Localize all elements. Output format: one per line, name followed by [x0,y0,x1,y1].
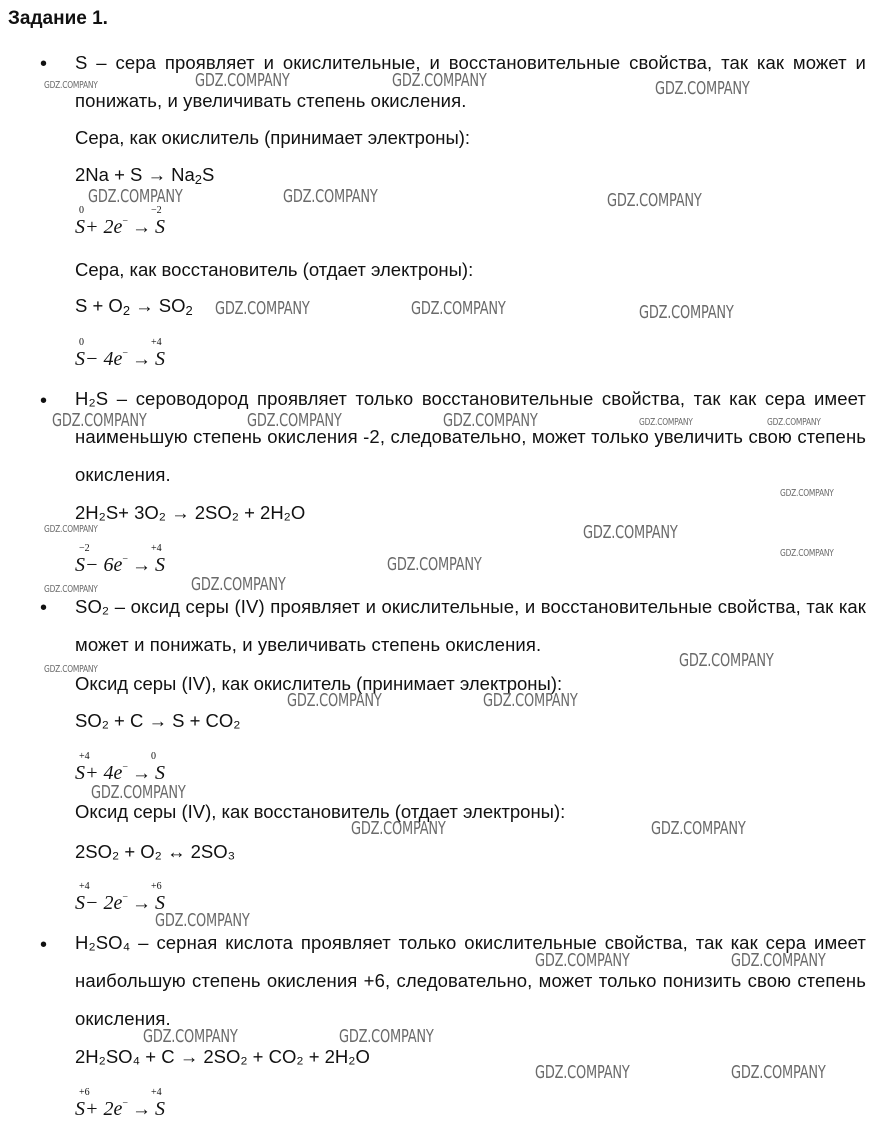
watermark: GDZ.COMPANY [780,488,834,499]
watermark: GDZ.COMPANY [44,664,98,675]
watermark: GDZ.COMPANY [215,298,310,319]
section-2-equation: 2H₂S+ 3O₂ → 2SO₂ + 2H₂O [75,502,306,523]
section-4-text: H₂SO₄ – серная кислота проявляет только окислительные свойства, так как сера имеет наибольшую степень окисления +6, следовательно, может только понизить свою степень окисления. [75,932,866,1029]
section-3-text: SO₂ – оксид серы (IV) проявляет и окислительные, и восстановительные свойства, так как может и понижать, и увеличивать степень окисления. [75,596,866,655]
watermark: GDZ.COMPANY [191,574,286,595]
section-1-oxidizer-scheme: 0 S+ 2e− → −2 S [75,205,166,238]
watermark: GDZ.COMPANY [731,1062,826,1083]
watermark: GDZ.COMPANY [780,548,834,559]
watermark: GDZ.COMPANY [88,186,183,207]
section-3-reducer-label: Оксид серы (IV), как восстановитель (отдает электроны): [75,801,566,822]
section-4-equation: 2H₂SO₄ + C → 2SO₂ + CO₂ + 2H₂O [75,1046,370,1067]
watermark: GDZ.COMPANY [483,690,578,711]
section-2-scheme: −2 S− 6e− → +4 S [75,543,166,576]
watermark: GDZ.COMPANY [283,186,378,207]
watermark: GDZ.COMPANY [679,650,774,671]
section-1-text: S – сера проявляет и окислительные, и восстановительные свойства, так как может и понижать, и увеличивать степень окисления. [75,52,866,111]
watermark: GDZ.COMPANY [44,80,98,91]
section-2-text: H₂S – сероводород проявляет только восстановительные свойства, так как сера имеет наименьшую степень окисления -2, следовательно, может только увеличить свою степень окисления. [75,388,866,485]
section-1-reducer-scheme: 0 S− 4e− → +4 S [75,337,166,370]
section-3-oxidizer-label: Оксид серы (IV), как окислитель (принимает электроны): [75,673,563,694]
bullet-4: • [40,934,48,956]
watermark: GDZ.COMPANY [607,190,702,211]
watermark: GDZ.COMPANY [287,690,382,711]
watermark: GDZ.COMPANY [411,298,506,319]
watermark: GDZ.COMPANY [535,1062,630,1083]
watermark: GDZ.COMPANY [392,70,487,91]
watermark: GDZ.COMPANY [52,410,147,431]
watermark: GDZ.COMPANY [143,1026,238,1047]
section-3-oxidizer-equation: SO₂ + C → S + CO₂ [75,710,241,731]
section-1-reducer-label: Сера, как восстановитель (отдает электроны): [75,259,474,280]
watermark: GDZ.COMPANY [535,950,630,971]
watermark: GDZ.COMPANY [155,910,250,931]
section-1-oxidizer-label: Сера, как окислитель (принимает электроны): [75,127,471,148]
section-3-oxidizer-scheme: +4 S+ 4e− → 0 S [75,751,166,784]
section-3-reducer-equation: 2SO₂ + O₂ ↔ 2SO₃ [75,841,236,862]
watermark: GDZ.COMPANY [767,417,821,428]
watermark: GDZ.COMPANY [651,818,746,839]
watermark: GDZ.COMPANY [639,302,734,323]
watermark: GDZ.COMPANY [339,1026,434,1047]
watermark: GDZ.COMPANY [44,524,98,535]
watermark: GDZ.COMPANY [195,70,290,91]
watermark: GDZ.COMPANY [655,78,750,99]
section-4-scheme: +6 S+ 2e− → +4 S [75,1087,166,1120]
watermark: GDZ.COMPANY [44,584,98,595]
section-3-reducer-scheme: +4 S− 2e− → +6 S [75,881,166,914]
watermark: GDZ.COMPANY [91,782,186,803]
bullet-2: • [40,390,48,412]
watermark: GDZ.COMPANY [351,818,446,839]
bullet-1: • [40,53,48,75]
watermark: GDZ.COMPANY [639,417,693,428]
bullet-3: • [40,597,48,619]
section-1-reducer-equation: $S + O_2 \to SO_2$ [75,295,193,318]
watermark: GDZ.COMPANY [443,410,538,431]
page-title: Задание 1. [8,8,108,29]
watermark: GDZ.COMPANY [583,522,678,543]
watermark: GDZ.COMPANY [247,410,342,431]
section-1-oxidizer-equation: $2Na + S \to Na_2S$ [75,164,215,187]
watermark: GDZ.COMPANY [731,950,826,971]
watermark: GDZ.COMPANY [387,554,482,575]
